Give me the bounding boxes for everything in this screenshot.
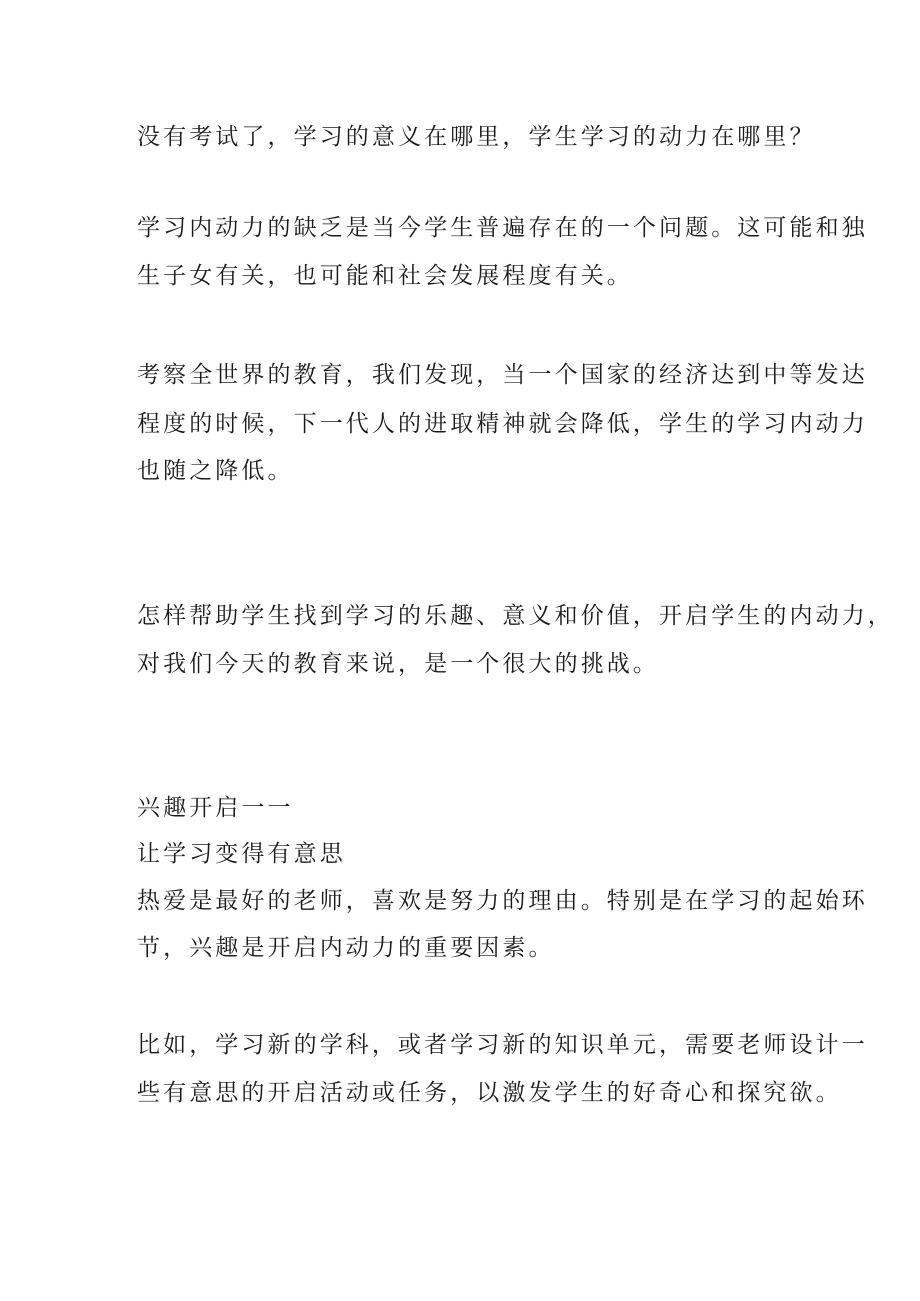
text-line: 怎样帮助学生找到学习的乐趣、意义和价值，开启学生的内动力，	[137, 603, 894, 629]
text-line: 节，兴趣是开启内动力的重要因素。	[137, 935, 555, 961]
text-line: 些有意思的开启活动或任务，以激发学生的好奇心和探究欲。	[137, 1080, 842, 1106]
text-line: 没有考试了，学习的意义在哪里，学生学习的动力在哪里？	[137, 124, 816, 150]
text-line: 考察全世界的教育，我们发现，当一个国家的经济达到中等发达	[137, 362, 868, 388]
text-line: 生子女有关，也可能和社会发展程度有关。	[137, 263, 633, 289]
section-subheading-line: 让学习变得有意思	[137, 841, 346, 867]
text-line: 学习内动力的缺乏是当今学生普遍存在的一个问题。这可能和独	[137, 215, 868, 241]
text-line: 对我们今天的教育来说，是一个很大的挑战。	[137, 651, 659, 677]
text-line: 程度的时候，下一代人的进取精神就会降低，学生的学习内动力	[137, 411, 868, 437]
text-line: 比如，学习新的学科，或者学习新的知识单元，需要老师设计一	[137, 1032, 868, 1058]
section-heading-line: 兴趣开启一一	[137, 795, 294, 821]
text-line: 热爱是最好的老师，喜欢是努力的理由。特别是在学习的起始环	[137, 888, 868, 914]
text-line: 也随之降低。	[137, 458, 294, 484]
